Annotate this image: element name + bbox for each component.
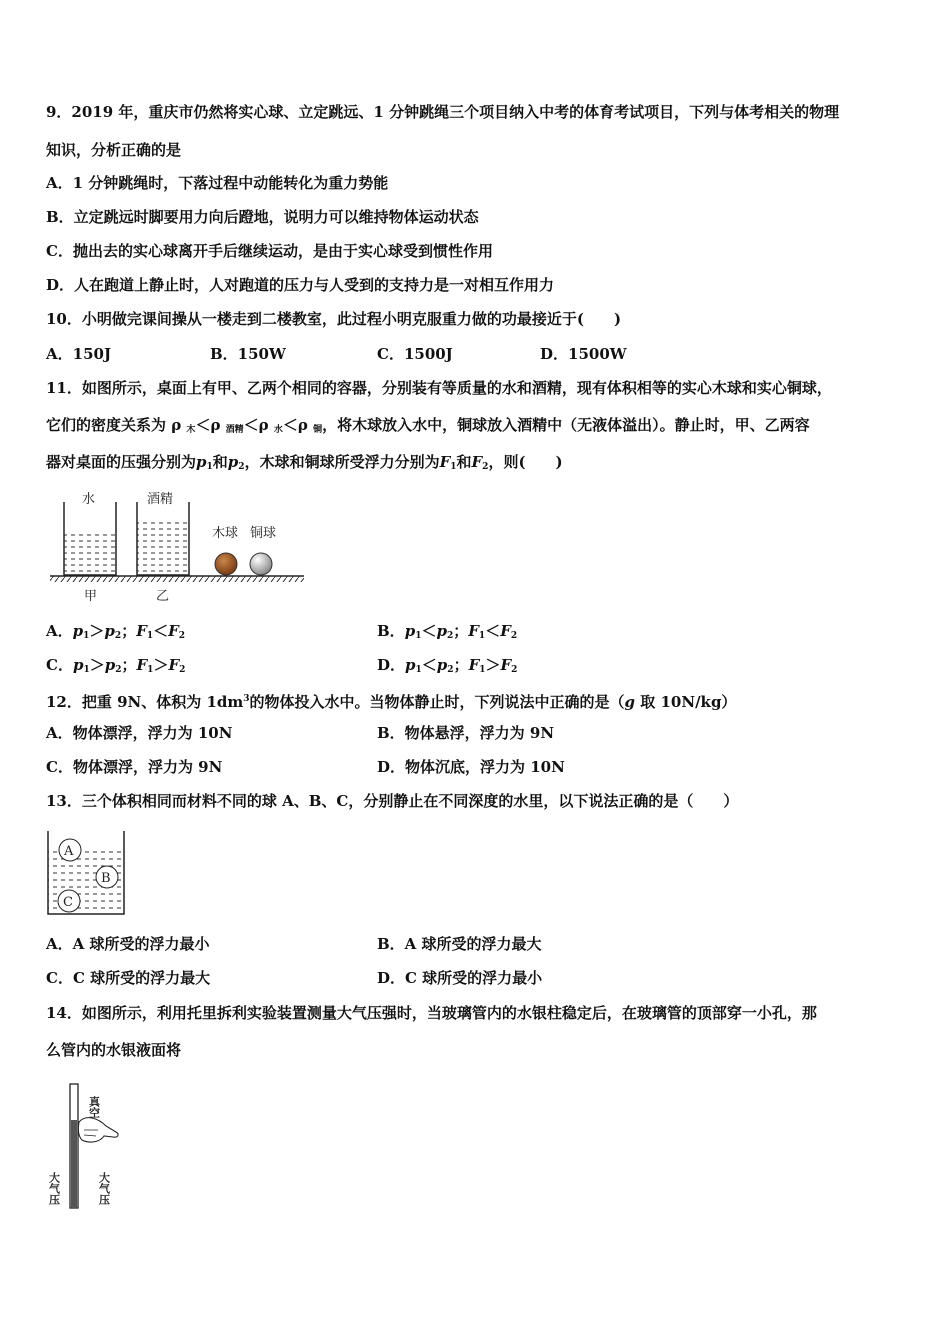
q12-option-d: D．物体沉底，浮力为 10N <box>377 758 565 776</box>
q9-option-d: D．人在跑道上静止时，人对跑道的压力与人受到的支持力是一对相互作用力 <box>46 276 555 294</box>
q12-option-a: A．物体漂浮，浮力为 10N <box>46 724 233 742</box>
q14-figure <box>47 1080 130 1212</box>
q11-label-jia: 甲 <box>84 589 98 604</box>
q13-figure <box>44 828 128 920</box>
q11-option-b: B．$p_1<p_2$；$F_1<F_2$ <box>377 622 518 641</box>
q12-option-c: C．物体漂浮，浮力为 9N <box>46 758 223 776</box>
q13-option-c: C．C 球所受的浮力最大 <box>46 969 211 987</box>
q11-label-water: 水 <box>82 492 96 507</box>
q11-stem-line2: 它们的密度关系为 ρ $_木$＜ρ $_{酒精}$＜ρ $_水$＜ρ $_铜$，将木球放入水中，铜球放入酒精中（无液体溢出）。静止时，甲、乙两容 <box>46 416 810 435</box>
q14-label-atm-right: 大气压 <box>97 1172 111 1205</box>
q11-wood-ball <box>215 553 237 575</box>
q11-figure <box>46 490 308 605</box>
q14-stem-line1: 14．如图所示，利用托里拆利实验装置测量大气压强时，当玻璃管内的水银柱稳定后，在玻璃管的顶部穿一小孔，那 <box>46 1004 817 1022</box>
q9-stem-line2: 知识，分析正确的是 <box>46 141 182 159</box>
q13-option-d: D．C 球所受的浮力最小 <box>377 969 543 987</box>
q11-stem-line3: 器对桌面的压强分别为$p_1$和$p_2$，木球和铜球所受浮力分别为$F_1$和$F_2$，则( ) <box>46 453 563 472</box>
q9-option-c: C．抛出去的实心球离开手后继续运动，是由于实心球受到惯性作用 <box>46 242 493 260</box>
q11-water-liquid <box>64 533 116 575</box>
q11-option-c: C．$p_1>p_2$；$F_1>F_2$ <box>46 656 186 675</box>
q14-label-atm-left: 大气压 <box>47 1172 61 1205</box>
q13-label-b: B <box>101 871 111 886</box>
q11-stem-line1: 11．如图所示，桌面上有甲、乙两个相同的容器，分别装有等质量的水和酒精，现有体积相等的实心木球和实心铜球， <box>46 379 832 397</box>
q11-label-wood: 木球 <box>212 526 239 541</box>
q13-stem: 13．三个体积相同而材料不同的球 A、B、C，分别静止在不同深度的水里，以下说法正确的是（ ） <box>46 792 739 810</box>
q10-option-d: D．1500W <box>540 345 627 363</box>
q11-option-a: A．$p_1>p_2$；$F_1<F_2$ <box>46 622 186 641</box>
q13-label-a: A <box>64 844 74 859</box>
q11-table-hatch <box>50 576 304 582</box>
q12-option-b: B．物体悬浮，浮力为 9N <box>377 724 555 742</box>
q11-label-yi: 乙 <box>156 589 170 604</box>
q14-mercury-column <box>71 1120 77 1208</box>
q12-stem: 12．把重 9N、体积为 $1dm^3$的物体投入水中。当物体静止时，下列说法中正确的是（g 取 10N/kg） <box>46 693 737 711</box>
q11-alcohol-liquid <box>137 522 189 575</box>
q13-option-b: B．A 球所受的浮力最大 <box>377 935 542 953</box>
q14-stem-line2: 么管内的水银液面将 <box>46 1041 182 1059</box>
q11-label-alcohol: 酒精 <box>147 492 174 507</box>
q11-copper-ball <box>250 553 272 575</box>
q10-stem: 10．小明做完课间操从一楼走到二楼教室，此过程小明克服重力做的功最接近于( ) <box>46 310 622 328</box>
q11-label-copper: 铜球 <box>250 526 277 541</box>
q11-option-d: D．$p_1<p_2$；$F_1>F_2$ <box>377 656 518 675</box>
q13-option-a: A．A 球所受的浮力最小 <box>46 935 210 953</box>
q10-option-b: B．150W <box>210 345 286 363</box>
q13-label-c: C <box>63 895 73 910</box>
q10-option-c: C．1500J <box>377 345 453 363</box>
q9-option-a: A．1 分钟跳绳时，下落过程中动能转化为重力势能 <box>46 174 389 192</box>
q14-label-vacuum: 真空 <box>87 1096 101 1118</box>
q10-option-a: A．150J <box>46 345 112 363</box>
q9-stem-line1: 9．2019 年，重庆市仍然将实心球、立定跳远、1 分钟跳绳三个项目纳入中考的体育考试项目，下列与体考相关的物理 <box>46 103 840 121</box>
q9-option-b: B．立定跳远时脚要用力向后蹬地，说明力可以维持物体运动状态 <box>46 208 479 226</box>
